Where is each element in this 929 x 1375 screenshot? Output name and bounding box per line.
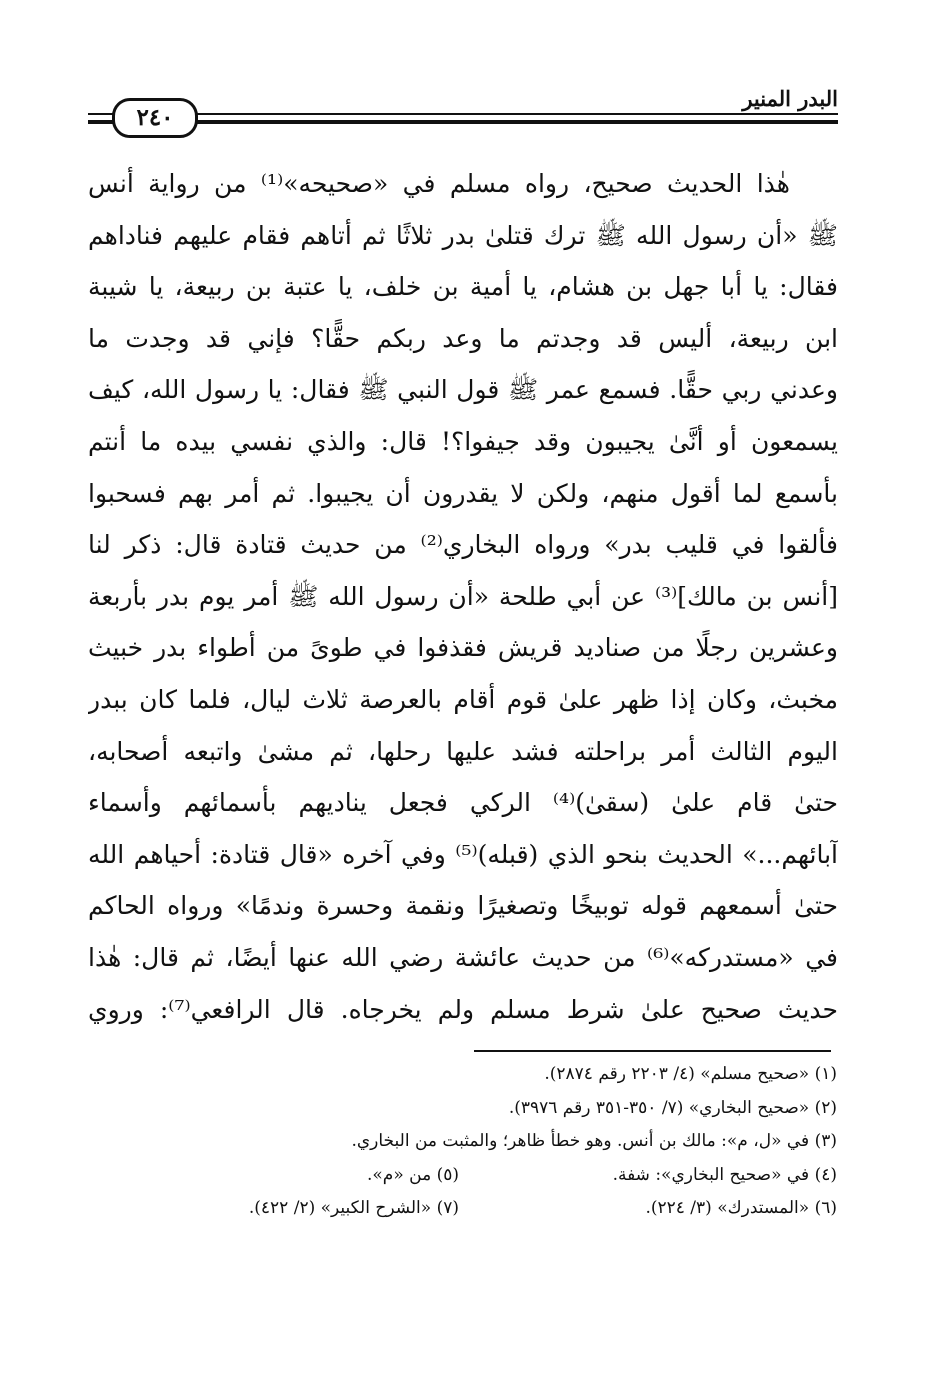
book-title: البدر المنير [742,86,838,111]
running-header [88,86,838,132]
footnote-6: (٦) «المستدرك» (٣/ ٢٢٤). [645,1198,837,1218]
header-rule-thin [88,113,838,115]
footnote-3: (٣) في «ل، م»: مالك بن أنس. وهو خطأ ظاهر؛ والمثبت من البخاري. [351,1131,837,1151]
main-text-block [88,158,838,1035]
text-line: آبائهم...» الحديث بنحو الذي (قبله)⁽⁵⁾ وفي آخره «قال قتادة: أحياهم الله [88,839,838,869]
text-line: حتىٰ أسمعهم قوله توبيخًا وتصغيرًا ونقمة وحسرة وندمًا» ورواه الحاكم [88,891,838,921]
footnote-separator [474,1050,831,1052]
footnotes-block [87,1058,837,1226]
text-line: مخبث، وكان إذا ظهر علىٰ قوم أقام بالعرصة ثلاث ليال، فلما كان ببدر [88,684,838,714]
text-line: وعدني ربي حقًّا. فسمع عمر ﷺ قول النبي ﷺ فقال: يا رسول الله، كيف [88,375,838,405]
footnote-1: (١) «صحيح مسلم» (٤/ ٢٢٠٣ رقم ٢٨٧٤). [544,1064,837,1084]
text-line: في «مستدركه»⁽⁶⁾ من حديث عائشة رضي الله عنها أيضًا، ثم قال: هٰذا [88,942,838,972]
text-line: فقال: يا أبا جهل بن هشام، يا أمية بن خلف، يا عتبة بن ربيعة، يا شيبة [88,272,838,302]
footnote-5: (٥) من «م». [367,1164,459,1185]
text-line: يسمعون أو أنَّىٰ يجيبون وقد جيفوا؟! قال: والذي نفسي بيده ما أنتم [88,426,838,456]
text-line: بأسمع لما أقول منهم، ولكن لا يقدرون أن يجيبوا. ثم أمر بهم فسحبوا [88,478,838,508]
text-line: حتىٰ قام علىٰ (سقىٰ)⁽⁴⁾ الركي فجعل يناديهم بأسمائهم وأسماء [88,788,838,818]
footnote-row-4-5 [87,1159,837,1193]
footnote-row-6-7 [87,1192,837,1226]
text-line: فألقوا في قليب بدر» ورواه البخاري⁽²⁾ من حديث قتادة قال: ذكر لنا [88,530,838,560]
text-line: ﷺ «أن رسول الله ﷺ ترك قتلىٰ بدر ثلاثًا ثم أتاهم فقام عليهم فناداهم [88,220,838,250]
footnote-7: (٧) «الشرح الكبير» (٢/ ٤٢٢). [248,1198,459,1218]
header-rule-thick [88,120,838,124]
text-line: وعشرين رجلًا من صناديد قريش فقذفوا في طوىً من أطواء بدر خبيث [88,633,838,663]
text-line: هٰذا الحديث صحيح، رواه مسلم في «صحيحه»⁽¹⁾ من رواية أنس [88,169,790,198]
text-line: اليوم الثالث أمر براحلته فشد عليها رحلها، ثم مشىٰ واتبعه أصحابه، [88,736,838,766]
footnote-2: (٢) «صحيح البخاري» (٧/ ٣٥٠-٣٥١ رقم ٣٩٧٦). [508,1097,837,1118]
page-number: ٢٤٠ [112,98,198,138]
footnote-4: (٤) في «صحيح البخاري»: شفة. [612,1164,837,1185]
text-line: [أنس بن مالك]⁽³⁾ عن أبي طلحة «أن رسول الله ﷺ أمر يوم بدر بأربعة [88,581,838,611]
text-line: ابن ربيعة، أليس قد وجدتم ما وعد ربكم حقًّا؟ فإني قد وجدت ما [88,323,838,353]
text-line: حديث صحيح علىٰ شرط مسلم ولم يخرجاه. قال الرافعي⁽⁷⁾: وروي [88,994,838,1024]
